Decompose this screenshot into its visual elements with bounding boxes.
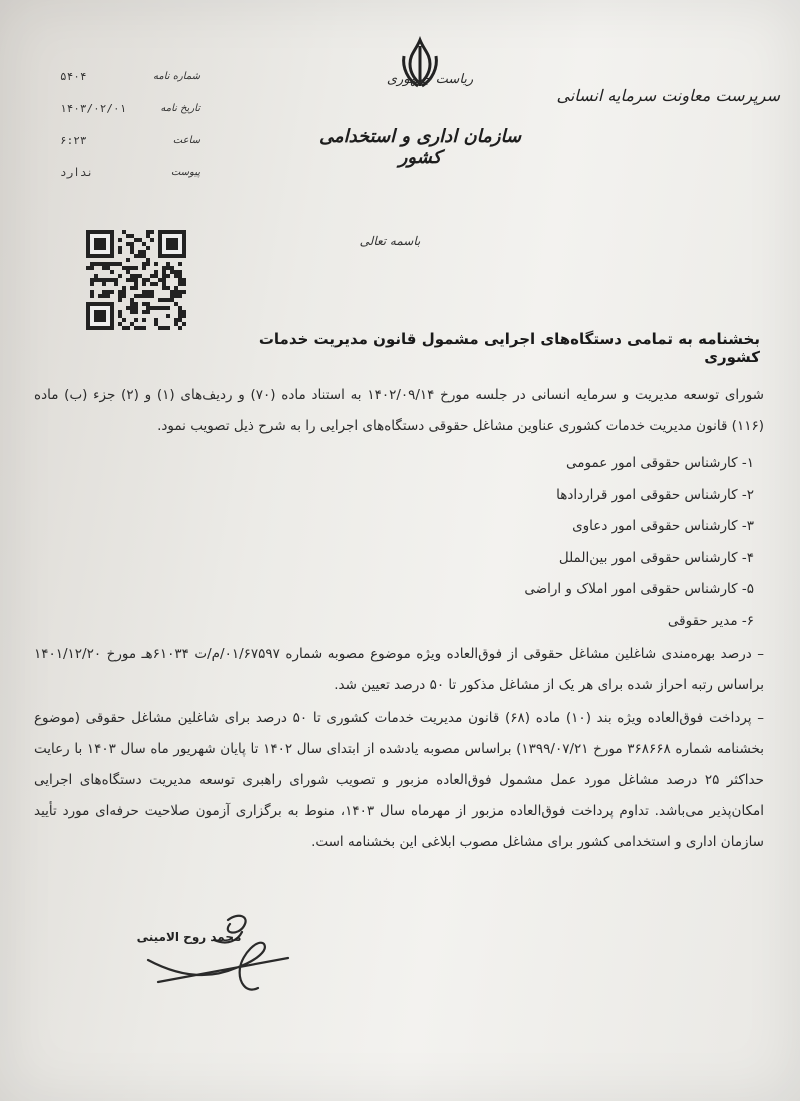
- deputy-title: سرپرست معاونت سرمایه انسانی: [556, 86, 780, 105]
- list-item: ۶- مدیر حقوقی: [667, 612, 754, 629]
- signer-name: محمد روح الامینی: [136, 930, 242, 944]
- job-title-list: [34, 448, 764, 637]
- presidency-label: ریاست جمهوری: [386, 72, 474, 87]
- intro-paragraph: شورای توسعه مدیریت و سرمایه انسانی در جلسه مورخ ۱۴۰۲/۰۹/۱۴ به استناد ماده (۷۰) و ردیف‌های (۱) و (۲) جزء (ب) ماده (۱۱۶) قانون مدیریت خدمات کشوری عناوین مشاغل حقوقی دستگاه‌های اجرایی را به شرح ذیل تصویب نمود.: [34, 387, 764, 434]
- bismillah: باسمه تعالی: [359, 234, 421, 248]
- signature-icon: [118, 910, 308, 1000]
- meta-row-number: [60, 60, 200, 92]
- qr-code-icon: [86, 230, 186, 330]
- organization-name: سازمان اداری و استخدامی کشور: [318, 126, 522, 168]
- meta-label: ساعت: [172, 134, 200, 146]
- list-item: ۲- کارشناس حقوقی امور قراردادها: [556, 486, 754, 503]
- letter-time: ۶:۲۳: [60, 133, 87, 147]
- circular-heading: بخشنامه به تمامی دستگاه‌های اجرایی مشمول قانون مدیریت خدمات کشوری: [258, 330, 760, 366]
- list-item: ۴- کارشناس حقوقی امور بین‌الملل: [558, 549, 754, 566]
- meta-label: شماره نامه: [152, 70, 200, 82]
- letter-meta: [60, 60, 200, 188]
- meta-label: پیوست: [170, 166, 200, 178]
- meta-row-attachment: [60, 156, 200, 188]
- meta-label: تاریخ نامه: [160, 102, 200, 114]
- letter-attachment: ندارد: [60, 165, 94, 179]
- note-paragraph: – پرداخت فوق‌العاده ویژه بند (۱۰) ماده (۶۸) قانون مدیریت خدمات کشوری تا ۵۰ درصد برای شاغلین مشاغل حقوقی (موضوع بخشنامه شماره ۳۶۸۶۶۸ مورخ ۱۳۹۹/۰۷/۲۱) براساس مصوبه یادشده از ابتدای سال ۱۴۰۲ تا پایان شهریور ماه سال ۱۴۰۳ با رعایت حداکثر ۲۵ درصد مشاغل مورد عمل مشمول فوق‌العاده مزبور و تصویب شورای راهبری توسعه مدیریت دستگاه‌های اجرایی امکان‌پذیر می‌باشد. تداوم پرداخت فوق‌العاده مزبور از مهرماه سال ۱۴۰۳، منوط به برگزاری آزمون صلاحیت حرفه‌ای مورد تأیید سازمان اداری و استخدامی کشور برای مشاغل مصوب ابلاغی این بخشنامه است.: [34, 710, 765, 850]
- list-item: ۱- کارشناس حقوقی امور عمومی: [566, 455, 754, 471]
- note-paragraph: – درصد بهره‌مندی شاغلین مشاغل حقوقی از فوق‌العاده ویژه موضوع مصوبه شماره ۰۱/۶۷۵۹۷/م/ت ۶۱۰۳۴هـ مورخ ۱۴۰۱/۱۲/۲۰ براساس رتبه احراز شده برای هر یک از مشاغل مذکور تا ۵۰ درصد تعیین شد.: [34, 646, 764, 693]
- meta-row-time: [60, 124, 200, 156]
- meta-row-date: [60, 92, 200, 124]
- letter-number: ۵۴۰۴: [60, 69, 87, 83]
- letter-date: ۱۴۰۳/۰۲/۰۱: [60, 101, 127, 115]
- list-item: ۳- کارشناس حقوقی امور دعاوی: [572, 518, 754, 534]
- letter-body: [34, 380, 764, 858]
- list-item: ۵- کارشناس حقوقی امور املاک و اراضی: [524, 581, 754, 597]
